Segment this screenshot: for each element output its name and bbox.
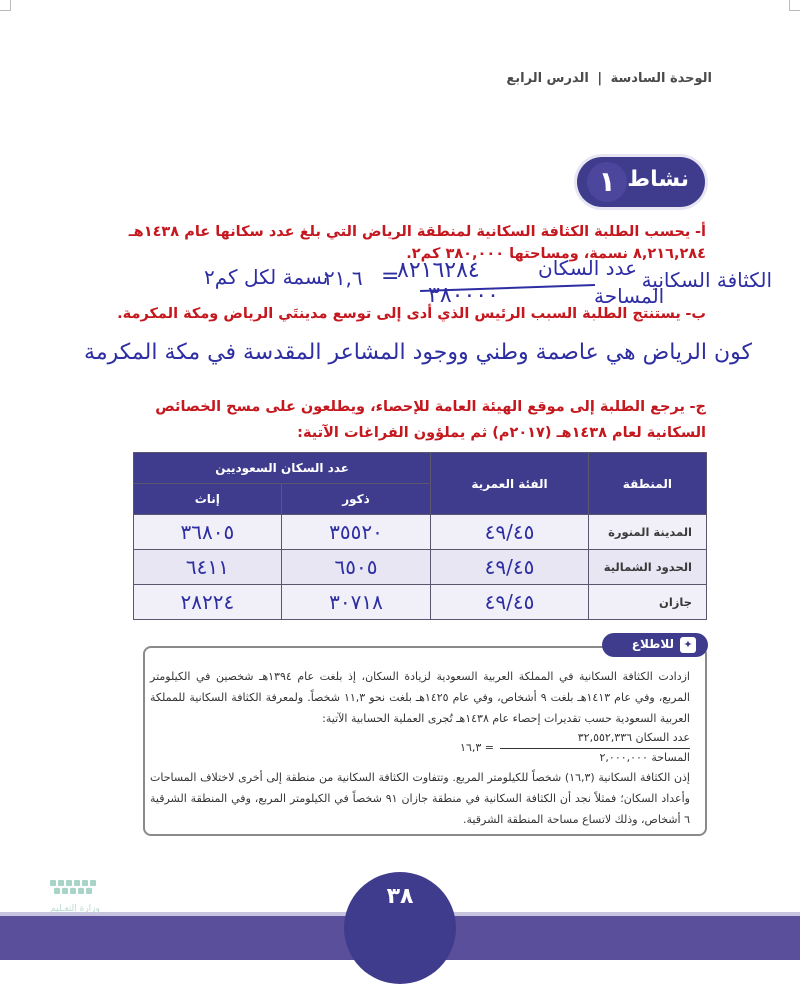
cell-males: ٦٥٠٥ — [281, 550, 431, 585]
info-tab — [602, 633, 708, 657]
info-text — [150, 666, 690, 830]
activity-number: ١ — [587, 162, 627, 202]
lesson-title: الدرس الرابع — [506, 71, 589, 86]
table-row — [134, 550, 707, 585]
info-formula-numerator: عدد السكان ٣٢,٥٥٢,٣٣٦ — [500, 727, 690, 749]
handwritten-answer-b: كون الرياض هي عاصمة وطني ووجود المشاعر المقدسة في مكة المكرمة — [84, 340, 752, 365]
table-row — [134, 515, 707, 550]
hw-numerator-label: عدد السكان — [538, 256, 638, 280]
population-table — [133, 452, 707, 620]
question-b-text: يستنتج الطلبة السبب الرئيس الذي أدى إلى توسع مدينتَي الرياض ومكة المكرمة. — [117, 306, 681, 322]
cell-age-group: ٤٩/٤٥ — [431, 515, 588, 550]
question-c — [106, 394, 706, 446]
info-formula-result: = ١٦,٣ — [460, 741, 494, 754]
page-number: ٣٨ — [386, 884, 414, 909]
question-c-text: يرجع الطلبة إلى موقع الهيئة العامة للإحصاء، ويطلعون على مسح الخصائص السكانية لعام ١٤٣٨هـ (٢٠١٧م) ثم يملؤون الفراغات الآتية: — [155, 399, 706, 441]
hw-numerator-value: ٨٢١٦٢٨٤ — [397, 258, 480, 283]
activity-badge — [577, 157, 705, 207]
question-a-letter: أ- — [695, 224, 706, 240]
hw-density-label: الكثافة السكانية — [641, 268, 772, 292]
table-row — [134, 585, 707, 620]
col-header-females: إناث — [134, 484, 282, 515]
hw-denominator-value: ٣٨٠٠٠٠ — [428, 283, 499, 308]
book-icon: ✦ — [680, 637, 696, 653]
cell-age-group: ٤٩/٤٥ — [431, 550, 588, 585]
col-header-males: ذكور — [281, 484, 431, 515]
cell-females: ٢٨٢٢٤ — [134, 585, 282, 620]
cell-region: المدينة المنورة — [588, 515, 706, 550]
header-separator: | — [597, 71, 603, 86]
question-b — [106, 306, 706, 322]
info-paragraph-1: ازدادت الكثافة السكانية في المملكة العربية السعودية لزيادة السكان، إذ بلغت عام ١٣٩٤هـ شخصين في الكيلومتر المربع، وفي عام ١٤١٣هـ بلغت ٩ أشخاص، وفي عام ١٤٢٥هـ بلغت نحو ١١,٣ شخصاً. ولمعرفة الكثافة السكانية للمملكة العربية السعودية حسب تقديرات إحصاء عام ١٤٣٨هـ تُجرى العملية الحسابية الآتية: — [150, 670, 690, 725]
info-tab-label: للاطلاع — [631, 637, 674, 651]
cell-females: ٦٤١١ — [134, 550, 282, 585]
cell-age-group: ٤٩/٤٥ — [431, 585, 588, 620]
unit-title: الوحدة السادسة — [610, 71, 712, 86]
info-paragraph-2: إذن الكثافة السكانية (١٦,٣) شخصاً للكيلومتر المربع. وتتفاوت الكثافة السكانية من منطقة إلى أخرى لاختلاف المساحات وأعداد السكان؛ فمثلاً نجد أن الكثافة السكانية في منطقة جازان ٩١ شخصاً في الكيلومتر المربع، وفي المنطقة الشرقية ٦ أشخاص، وذلك لاتساع مساحة المنطقة الشرقية. — [150, 771, 690, 826]
cell-males: ٣٥٥٢٠ — [281, 515, 431, 550]
question-b-letter: ب- — [685, 306, 706, 322]
cell-region: جازان — [588, 585, 706, 620]
hw-result: ٢١,٦ — [324, 266, 363, 290]
question-c-letter: ج- — [689, 399, 706, 415]
cell-males: ٣٠٧١٨ — [281, 585, 431, 620]
crop-mark — [789, 0, 800, 11]
hw-unit: نسمة لكل كم٢ — [204, 265, 329, 289]
cell-region: الحدود الشمالية — [588, 550, 706, 585]
col-header-region: المنطقة — [588, 453, 706, 515]
info-formula-denominator: المساحة ٢,٠٠٠,٠٠٠ — [599, 751, 690, 764]
unit-lesson-header — [506, 71, 712, 86]
cell-females: ٣٦٨٠٥ — [134, 515, 282, 550]
ministry-logo — [30, 878, 120, 914]
hw-equals: = — [381, 264, 400, 289]
col-header-age-group: الفئة العمرية — [431, 453, 588, 515]
col-header-population: عدد السكان السعوديين — [134, 453, 431, 484]
crop-mark — [0, 0, 11, 11]
info-formula — [150, 729, 690, 767]
logo-mark-icon — [30, 878, 120, 900]
question-a-text: يحسب الطلبة الكثافة السكانية لمنطقة الرياض التي بلغ عدد سكانها عام ١٤٣٨هـ ٨,٢١٦,٢٨٤ نسمة، ومساحتها ٣٨٠,٠٠٠ كم٢. — [128, 224, 706, 262]
logo-text: وزارة التعـليم — [50, 904, 100, 914]
activity-label: نشاط — [627, 167, 689, 192]
hw-denominator-label: المساحة — [594, 284, 665, 308]
